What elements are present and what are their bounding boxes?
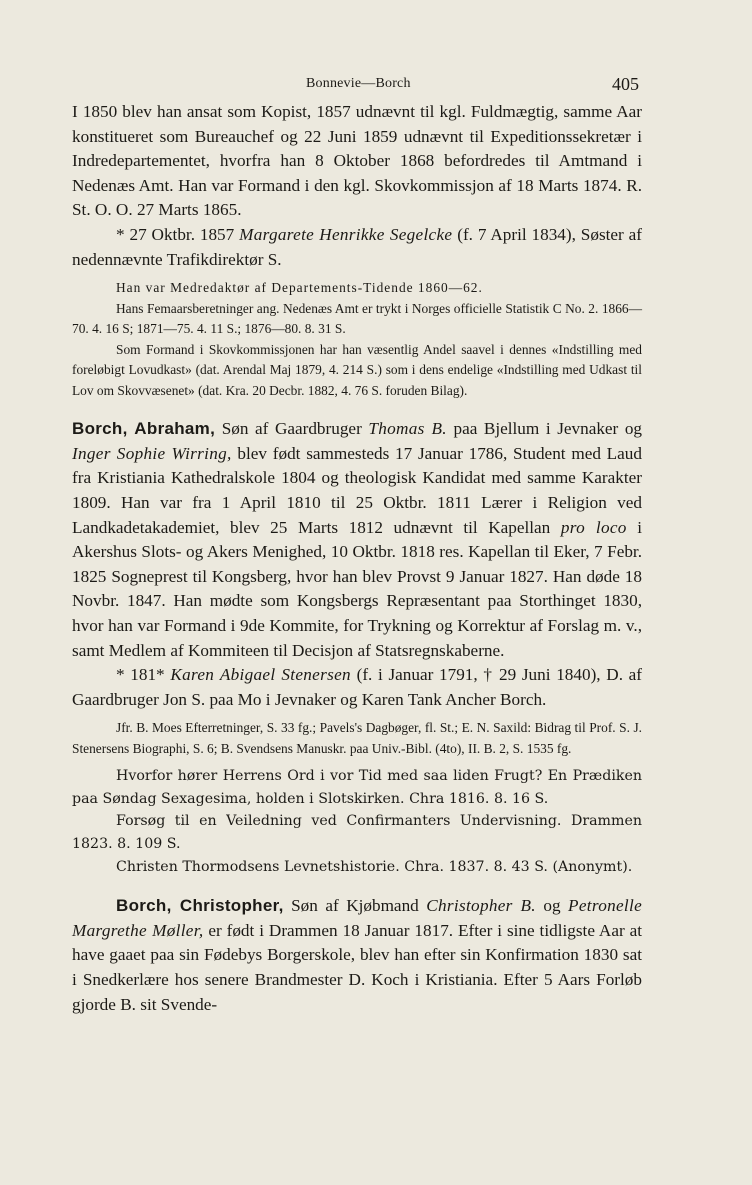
bonnevie-marriage-paragraph (72, 223, 642, 272)
bonnevie-spouse-name: Margarete Henrikke Segelcke (239, 224, 453, 244)
abraham-latin-phrase: pro loco (560, 517, 627, 537)
bonnevie-note-editor: Han var Medredaktør af Departements-Tidende 1860—62. (116, 280, 483, 296)
christopher-father-name: Christopher B. (426, 896, 536, 916)
abraham-entry-name: Borch, Abraham, (72, 419, 216, 439)
bonnevie-marriage-post: (f. 7 April 1834), Søster af nedennævnte Trafikdirektør S. (72, 224, 643, 269)
abraham-marriage-pre: * 181* (116, 665, 165, 685)
abraham-work-biography: Christen Thormodsens Levnetshistorie. Chra. 1837. 8. 43 S. (Anonymt). (116, 858, 633, 875)
abraham-text-4: i Akershus Slots- og Akers Menighed, 10 Oktbr. 1818 res. Kapellan til Eker, 7 Febr. 1825 Sogneprest til Kongsberg, hvor han blev Provst 9 Januar 1827. Han døde 18 Novbr. 1847. Han mødte som Kongsbergs Repræsentant paa Storthinget 1830, hvor han var Formand i 9de Kommite, for Trykning og Korrektur af Forslag m. v., samt Medlem af Kommiteen til Decisjon af Statsregnskaberne. (72, 517, 643, 660)
page-body (72, 100, 642, 1017)
christopher-text-2: og (543, 896, 561, 916)
christopher-text-1: Søn af Kjøbmand (291, 896, 419, 916)
abraham-work-sermon: Hvorfor hører Herrens Ord i vor Tid med saa liden Frugt? En Prædiken paa Søndag Sexagesima, holden i Slotskirken. Chra 1816. 8. 16 S. (72, 768, 642, 807)
bonnevie-marriage-pre: * 27 Oktbr. 1857 (116, 224, 235, 244)
running-head: Bonnevie—Borch (306, 76, 411, 91)
bonnevie-career-paragraph: I 1850 blev han ansat som Kopist, 1857 udnævnt til kgl. Fuldmægtig, samme Aar konstitueret som Bureauchef og 22 Juni 1859 udnævnt til Expeditionssekretær i Indredepartementet, hvorfra han 8 Oktober 1868 befordredes til Amtmand i Nedenæs Amt. Han var Formand i den kgl. Skovkommissjon af 18 Marts 1874. R. St. O. O. 27 Marts 1865. (72, 102, 642, 220)
abraham-text-2: paa Bjellum i Jevnaker og (453, 419, 643, 439)
bonnevie-note-commission: Som Formand i Skovkommissjonen har han væsentlig Andel saavel i dennes «Indstilling med foreløbigt Lovudkast» (dat. Arendal Maj 1879, 4. 214 S.) som i dens endelige «Indstilling med Udkast til Lov om Skovvæsenet» (dat. Kra. 20 Decbr. 1882, 4. 76 S. foruden Bilag). (72, 341, 642, 398)
christopher-entry-name: Borch, Christopher, (116, 896, 284, 916)
abraham-mother-name: Inger Sophie Wirring, (72, 443, 232, 463)
page-header (0, 74, 752, 98)
abraham-sources: Jfr. B. Moes Efterretninger, S. 33 fg.; Pavels's Dagbøger, fl. St.; E. N. Saxild: Bidrag til Prof. S. J. Stenersens Biographi, S. 6; B. Svendsens Manuskr. paa Univ.-Bibl. (4to), II. B. 2, S. 1535 fg. (72, 720, 642, 756)
abraham-text-1: Søn af Gaardbruger (221, 419, 362, 439)
christopher-entry-paragraph (72, 894, 642, 1017)
bonnevie-note-reports: Hans Femaarsberetninger ang. Nedenæs Amt er trykt i Norges officielle Statistik C No. 2. 1866—70. 4. 16 S; 1871—75. 4. 11 S.; 1876—80. 8. 31 S. (72, 300, 642, 337)
abraham-text-3: blev født sammesteds 17 Januar 1786, Student med Laud fra Kristiania Kathedralskole 1804 og theologisk Kandidat med samme Karakter 1809. Han var fra 1 April 1810 til 25 Oktbr. 1811 Lærer i Religion ved Landkadetakademiet, blev 25 Marts 1812 udnævnt til Kapellan (72, 443, 642, 537)
abraham-spouse-name: Karen Abigael Stenersen (170, 665, 351, 685)
abraham-marriage-post: (f. i Januar 1791, † 29 Juni 1840), D. af Gaardbruger Jon S. paa Mo i Jevnaker og Karen Tank Ancher Borch. (72, 665, 643, 709)
abraham-entry-paragraph (72, 417, 642, 663)
abraham-father-name: Thomas B. (368, 419, 447, 439)
christopher-text-3: er født i Drammen 18 Januar 1817. Efter i sine tidligste Aar at have gaaet paa sin Fødebys Borgerskole, blev han efter sin Konfirmation 1830 sat i Snedkerlære hos senere Brandmester D. Koch i Kristiania. Efter 5 Aars Forløb gjorde B. sit Svende- (72, 920, 642, 1014)
christopher-mother-name: Petronelle Margrethe Møller, (72, 896, 642, 940)
page-number: 405 (612, 74, 639, 94)
abraham-marriage-paragraph (72, 663, 642, 712)
abraham-work-confirmation: Forsøg til en Veiledning ved Confirmanters Undervisning. Drammen 1823. 8. 109 S. (72, 813, 642, 853)
